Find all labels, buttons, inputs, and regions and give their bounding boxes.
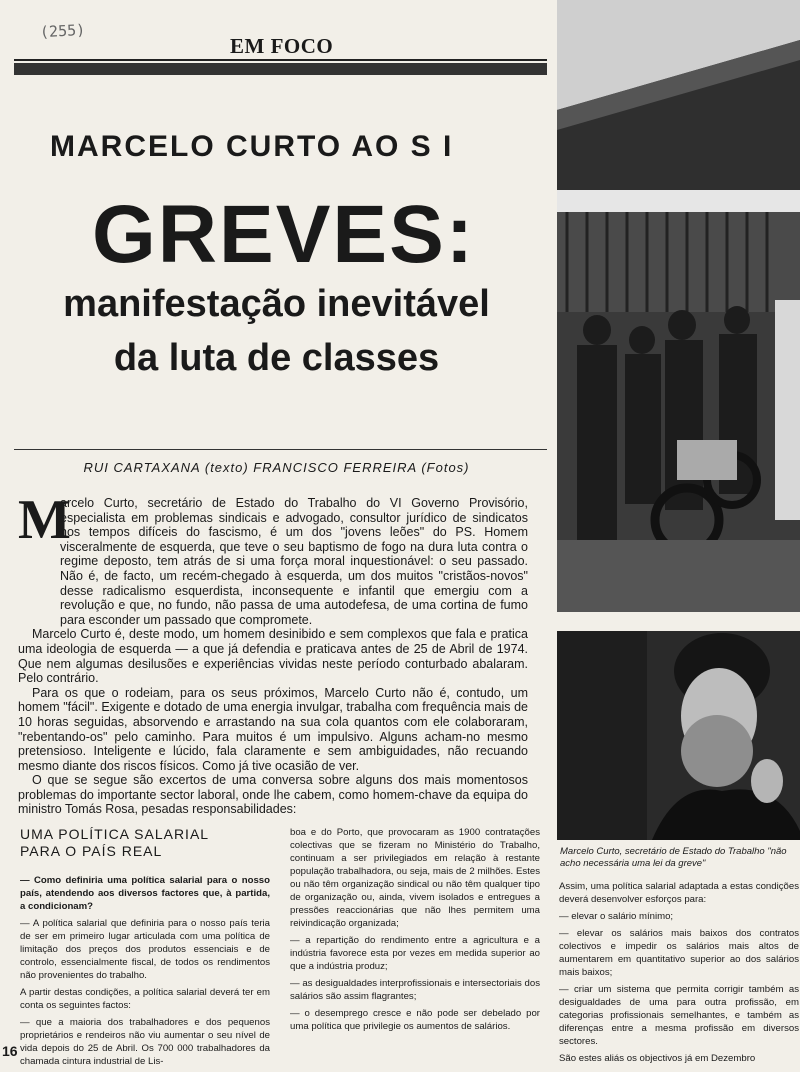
intro-paragraph: Para os que o rodeiam, para os seus próximos, Marcelo Curto não é, contudo, um homem "fácil". Exigente e dotado de uma energia invulgar, trabalha com frequência mais de 10 horas seguidas, absorvendo e arrastando na sua cola quantos com ele colaboraram, "rebentando-os" pelo caminho. Para muitos é um impulsivo. Alguns acham-no mesmo pretensioso. Inteligente e lúcido, fala claramente e sem ambiguidades, não recuando mesmo diante dos riscos físicos. Como já tive ocasião de ver. (18, 685, 528, 773)
column-paragraph: São estes aliás os objectivos já em Dezembro (559, 1053, 756, 1064)
intro-paragraph: O que se segue são excertos de uma conversa sobre alguns dos mais momentosos problemas do importante sector laboral, onde lhe cabem, como homem-chave da equipa do ministro Tomás Rosa, pesadas responsabilidades: (18, 773, 528, 817)
column-paragraph: — o desemprego cresce e não pode ser debelado por uma política que privilegie os aumentos de salários. (290, 1008, 540, 1032)
column-paragraph: — que a maioria dos trabalhadores e dos pequenos proprietários e rendeiros não viu aumentar o seu nível de vida depois do 25 de Abril. Os 700 000 trabalhadores da chamada cintura industrial de Lis- (20, 1017, 270, 1067)
page-number: 16 (2, 1043, 18, 1059)
subtitle (20, 826, 209, 860)
column-paragraph: — A política salarial que definiria para o nosso país teria de ser em primeiro lugar articulada com uma política de limitação dos preços dos produtos essenciais e de controlo, essencialmente fiscal, de todos os rendimentos não provenientes do trabalho. (20, 918, 270, 981)
column-paragraph: — Como definiria uma política salarial para o nosso país, atendendo aos diversos factores que, à partida, a condicionam? (20, 875, 270, 912)
subtitle-line-2: PARA O PAÍS REAL (20, 843, 163, 859)
subheadline-line-2: da luta de classes (113, 337, 440, 379)
column-paragraph: A partir destas condições, a política salarial deverá ter em conta os seguintes factos: (20, 987, 270, 1011)
article-column-3 (559, 880, 799, 1069)
column-paragraph: Assim, uma política salarial adaptada a estas condições deverá desenvolver esforços para: (559, 881, 799, 905)
article-intro (18, 489, 528, 817)
column-paragraph: — elevar os salários mais baixos dos contratos colectivos e impedir os salários mais altos de aumentarem em quantitativo superior ao dos salários mais baixos; (559, 928, 799, 978)
article-column-2 (290, 826, 540, 1037)
section-rule-thick (14, 63, 547, 75)
intro-paragraph: Marcelo Curto é, deste modo, um homem desinibido e sem complexos que fala e pratica uma ideologia de esquerda — a que já defendia e praticava antes de 25 de Abril de 1974. Que nem algumas desilusões e experiências vividas neste período conturbado abalaram. Pelo contrário. (18, 627, 528, 686)
drop-cap: M (18, 489, 71, 551)
kicker: MARCELO CURTO AO S I (50, 130, 454, 163)
column-paragraph: boa e do Porto, que provocaram as 1900 contratações colectivas que se fizeram no Ministério do Trabalho, continuam a ser privilegiados em relação à restante população trabalhadora, ou seja, mais de 2 milhões. Estes ou não têm organização sindical ou não têm qualquer tipo de organização ou, ainda, vivem isolados e entregues a pressões reaccionárias que não lhes permitem uma reivindicação organizada; (290, 827, 540, 929)
subtitle-line-1: UMA POLÍTICA SALARIAL (20, 826, 210, 842)
byline-rule (14, 449, 547, 450)
section-title: EM FOCO (230, 34, 334, 58)
byline: RUI CARTAXANA (texto) FRANCISCO FERREIRA (Fotos) (83, 460, 470, 475)
intro-paragraph: arcelo Curto, secretário de Estado do Trabalho do VI Governo Provisório, especialista em problemas sindicais e advogado, consultor jurídico de sindicatos nos tempos difíceis do fascismo, é um dos "jovens leões" do PS. Homem visceralmente de esquerda, que teve o seu baptismo de fogo na dura luta contra o regime deposto, tem atrás de si uma força moral inquestionável: o seu passado. Não é, de facto, um recém-chegado à esquerda, um dos muitos "cristãos-novos" desse radicalismo esquerdista, inconsequente e infantil que emergiu com a revolução e que, no fundo, não passa de uma autodefesa, de uma cortina de fumo para esconder um passado que compromete. (60, 496, 528, 627)
column-paragraph: — elevar o salário mínimo; (559, 911, 674, 922)
portrait-photo (557, 631, 800, 840)
section-rule-thin (14, 59, 547, 61)
photo-caption: Marcelo Curto, secretário de Estado do Trabalho "não acho necessária uma lei da greve" (560, 846, 787, 869)
handwritten-annotation: (255) (39, 20, 86, 42)
headline: GREVES: (92, 189, 476, 280)
subheadline-line-1: manifestação inevitável (63, 283, 490, 325)
column-paragraph: — a repartição do rendimento entre a agricultura e a indústria favorece esta por vezes em medida superior ao que a indústria produz; (290, 935, 540, 972)
column-paragraph: — as desigualdades interprofissionais e intersectoriais dos salários são assim flagrantes; (290, 978, 540, 1002)
column-paragraph: — criar um sistema que permita corrigir também as desigualdades de uma para outra profissão, em categorias profissionais semelhantes, e também as diferenças entre a mesma profissão em diversos sectores. (559, 984, 799, 1047)
crowd-photo (557, 0, 800, 612)
article-column-1 (20, 874, 270, 1072)
